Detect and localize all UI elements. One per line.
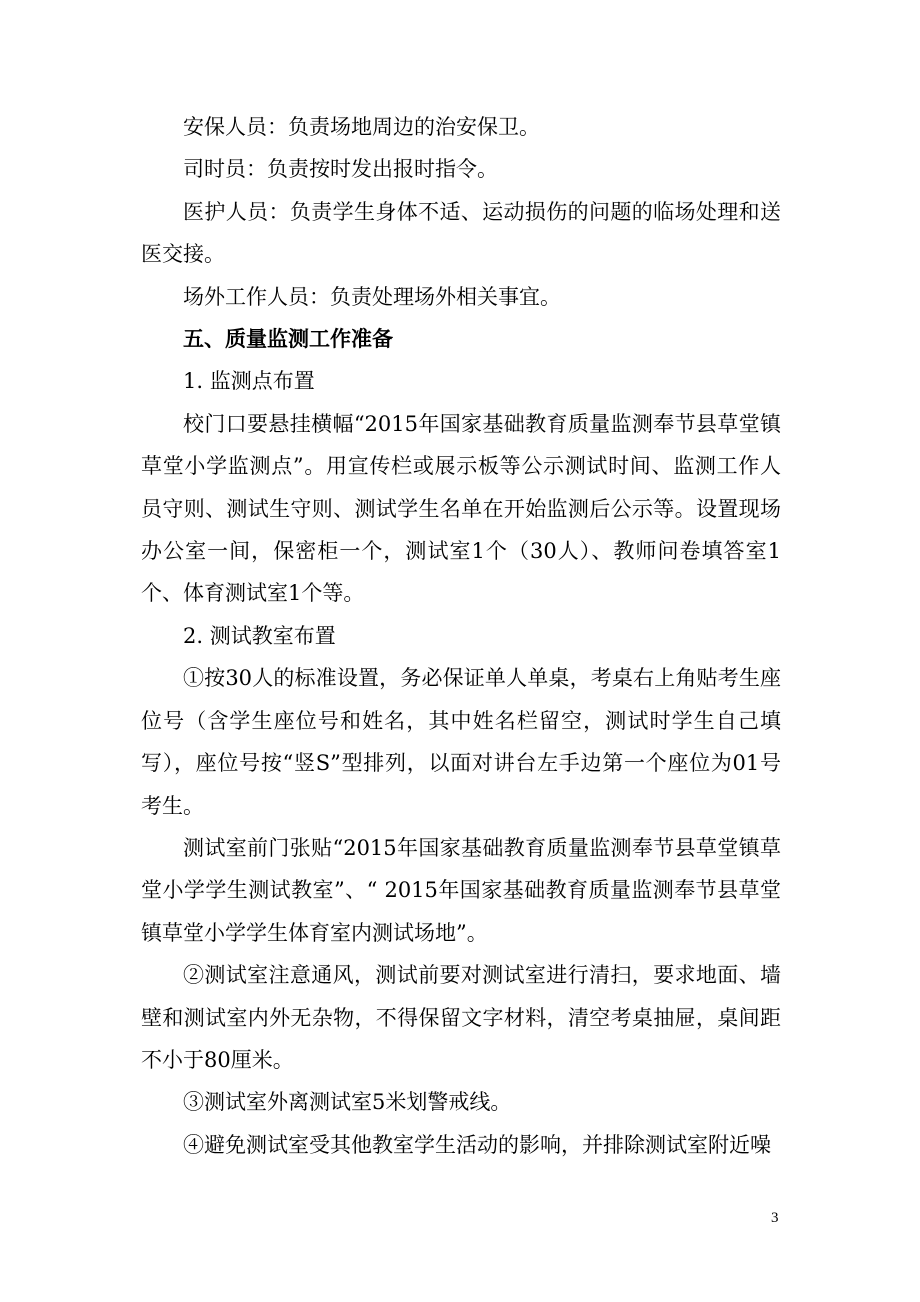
document-body <box>141 106 781 1166</box>
paragraph-security-staff: 安保人员：负责场地周边的治安保卫。 <box>183 115 540 139</box>
subheading-classroom-layout: 2. 测试教室布置 <box>183 623 336 648</box>
paragraph-noise: ④避免测试室受其他教室学生活动的影响，并排除测试室附近噪 <box>183 1132 771 1157</box>
paragraph-medical-staff: 医护人员：负责学生身体不适、运动损伤的问题的临场处理和送医交接。 <box>141 199 781 267</box>
paragraph-ventilation: ②测试室注意通风，测试前要对测试室进行清扫，要求地面、墙壁和测试室内外无杂物，不得保留文字材料，清空考桌抽屉，桌间距不小于80厘米。 <box>141 963 781 1072</box>
paragraph-timekeeper: 司时员：负责按时发出报时指令。 <box>183 157 498 182</box>
page-number: 3 <box>771 1210 779 1226</box>
paragraph-site-layout: 校门口要悬挂横幅“2015年国家基础教育质量监测奉节县草堂镇草堂小学监测点”。用宣传栏或展示板等公示测试时间、监测工作人员守则、测试生守则、测试学生名单在开始监测后公示等。设置现场办公室一间，保密柜一个，测试室1个（30人）、教师问卷填答室1个、体育测试室1个等。 <box>141 411 781 606</box>
subheading-site-layout: 1. 监测点布置 <box>183 369 315 394</box>
section-heading-preparation: 五、质量监测工作准备 <box>183 326 393 352</box>
paragraph-door-signs: 测试室前门张贴“2015年国家基础教育质量监测奉节县草堂镇草堂小学学生测试教室”、“ 2015年国家基础教育质量监测奉节县草堂镇草堂小学学生体育室内测试场地”。 <box>141 835 781 945</box>
paragraph-seating: ①按30人的标准设置，务必保证单人单桌，考桌右上角贴考生座位号（含学生座位号和姓名，其中姓名栏留空，测试时学生自己填写），座位号按“竖S”型排列，以面对讲台左手边第一个座位为01号考生。 <box>141 666 781 818</box>
paragraph-offsite-staff: 场外工作人员：负责处理场外相关事宜。 <box>183 284 561 309</box>
paragraph-warning-line: ③测试室外离测试室5米划警戒线。 <box>183 1090 512 1115</box>
